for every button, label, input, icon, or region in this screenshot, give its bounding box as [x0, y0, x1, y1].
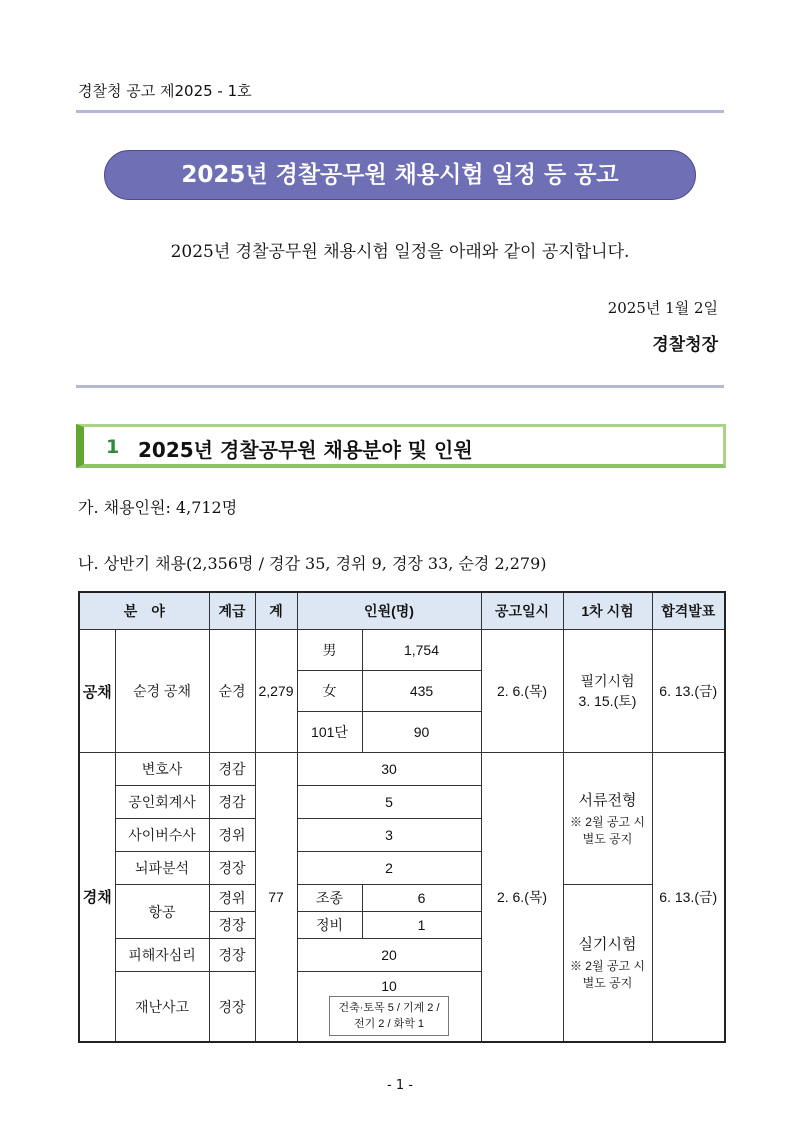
rank-cell: 경감	[209, 753, 255, 786]
group-special: 경채	[79, 753, 115, 1042]
table-row	[79, 753, 725, 786]
field-cell: 뇌파분석	[115, 852, 209, 885]
sub-label-cell: 女	[297, 671, 362, 712]
rank-cell: 경감	[209, 786, 255, 819]
notice-date: 2025년 1월 2일	[607, 299, 718, 317]
section-number: 1	[106, 436, 120, 458]
count-cell: 435	[362, 671, 481, 712]
count-cell: 20	[297, 939, 481, 972]
exam-type: 서류전형	[578, 792, 637, 809]
header-notice-date: 공고일시	[481, 592, 563, 630]
exam-type: 실기시험	[578, 936, 637, 954]
notice-number: 경찰청 공고 제2025 - 1호	[78, 82, 252, 100]
section-title: 2025년 경찰공무원 채용분야 및 인원	[138, 438, 473, 462]
field-cell: 항공	[115, 885, 209, 939]
exam-type: 필기시험	[580, 673, 635, 689]
schedule-table	[78, 591, 726, 1043]
rank-cell: 경위	[209, 819, 255, 852]
count-cell: 30	[297, 753, 481, 786]
sub-label-cell: 조종	[297, 885, 362, 912]
count-cell: 2	[297, 852, 481, 885]
total-cell: 77	[255, 753, 297, 1042]
rank-cell: 경위	[209, 885, 255, 912]
field-cell: 변호사	[115, 753, 209, 786]
sub-label-cell: 101단	[297, 712, 362, 753]
signer: 경찰청장	[652, 335, 718, 355]
first-exam-cell	[563, 885, 652, 1042]
rank-cell: 경장	[209, 972, 255, 1042]
header-result: 합격발표	[652, 592, 725, 630]
count-cell: 1	[362, 912, 481, 939]
header-first-exam: 1차 시험	[563, 592, 652, 630]
exam-date: 3. 15.(토)	[578, 693, 637, 709]
intro-text: 2025년 경찰공무원 채용시험 일정을 아래와 같이 공지합니다.	[170, 242, 630, 262]
exam-note: ※ 2월 공고 시 별도 공지	[569, 959, 646, 991]
rank-cell: 순경	[209, 630, 255, 753]
count-cell	[297, 972, 481, 1042]
header-rank: 계급	[209, 592, 255, 630]
exam-note: ※ 2월 공고 시 별도 공지	[569, 815, 646, 846]
header-count: 인원(명)	[297, 592, 481, 630]
notice-date-cell: 2. 6.(목)	[481, 753, 563, 1042]
field-cell: 공인회계사	[115, 786, 209, 819]
top-divider	[76, 110, 724, 113]
section-heading	[76, 424, 726, 468]
table-row	[79, 630, 725, 671]
count-cell: 3	[297, 819, 481, 852]
sub-label-cell: 男	[297, 630, 362, 671]
table-row	[79, 885, 725, 912]
count-cell: 1,754	[362, 630, 481, 671]
field-cell: 순경 공채	[115, 630, 209, 753]
count-cell: 5	[297, 786, 481, 819]
header-field: 분 야	[79, 592, 209, 630]
middle-divider	[76, 385, 724, 388]
count-cell: 6	[362, 885, 481, 912]
table-header-row	[79, 592, 725, 630]
rank-cell: 경장	[209, 939, 255, 972]
first-exam-cell	[563, 753, 652, 885]
count-value: 10	[381, 977, 397, 994]
first-exam-cell	[563, 630, 652, 753]
rank-cell: 경장	[209, 912, 255, 939]
result-cell: 6. 13.(금)	[652, 630, 725, 753]
count-breakdown: 건축·토목 5 / 기계 2 / 전기 2 / 화학 1	[329, 996, 448, 1036]
field-cell: 피해자심리	[115, 939, 209, 972]
recruit-total: 가. 채용인원: 4,712명	[78, 498, 238, 517]
field-cell: 사이버수사	[115, 819, 209, 852]
notice-date-cell: 2. 6.(목)	[481, 630, 563, 753]
header-total: 계	[255, 592, 297, 630]
page-number: - 1 -	[387, 1078, 413, 1093]
count-cell: 90	[362, 712, 481, 753]
rank-cell: 경장	[209, 852, 255, 885]
group-public: 공채	[79, 630, 115, 753]
page-title: 2025년 경찰공무원 채용시험 일정 등 공고	[104, 150, 696, 200]
sub-label-cell: 정비	[297, 912, 362, 939]
first-half-summary: 나. 상반기 채용(2,356명 / 경감 35, 경위 9, 경장 33, 순경 2,279)	[78, 554, 547, 573]
total-cell: 2,279	[255, 630, 297, 753]
result-cell: 6. 13.(금)	[652, 753, 725, 1042]
field-cell: 재난사고	[115, 972, 209, 1042]
